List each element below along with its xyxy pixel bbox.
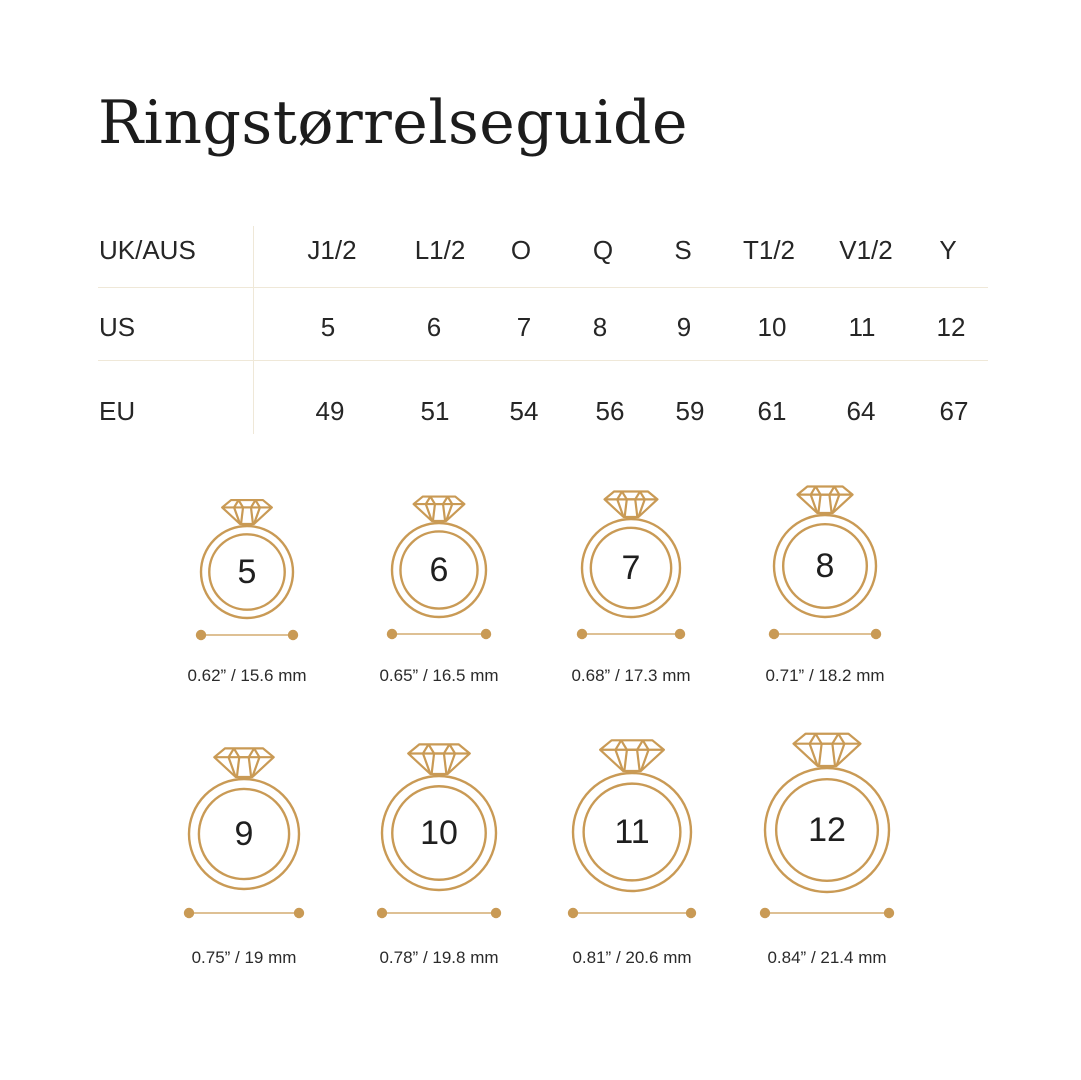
table-cell: S <box>674 235 692 265</box>
ring-size-label: 11 <box>614 813 650 851</box>
table-cell: V1/2 <box>839 235 893 265</box>
ring-diameter-caption: 0.84” / 21.4 mm <box>767 948 887 967</box>
ring-size-label: 10 <box>420 814 458 852</box>
ring-size-label: 12 <box>808 811 846 849</box>
gem-icon <box>797 486 852 513</box>
diameter-line <box>760 908 894 918</box>
gem-icon <box>214 748 273 777</box>
table-cell: 8 <box>592 312 608 342</box>
table-cell: 54 <box>509 396 539 426</box>
table-cell: 7 <box>516 312 532 342</box>
row-label-eu: EU <box>99 396 136 426</box>
table-divider-row-1 <box>98 287 988 288</box>
ring-size-label: 7 <box>621 549 641 587</box>
page-title: Ringstørrelseguide <box>98 88 688 158</box>
table-cell: 5 <box>320 312 336 342</box>
ring-diameter-caption: 0.65” / 16.5 mm <box>379 666 499 685</box>
table-cell: 51 <box>420 396 450 426</box>
diameter-line <box>377 908 501 918</box>
diameter-line <box>196 630 298 640</box>
diameter-line <box>184 908 304 918</box>
table-cell: 10 <box>757 312 787 342</box>
table-cell: Q <box>592 235 614 265</box>
table-cell: 67 <box>939 396 969 426</box>
ring-size-label: 6 <box>429 551 449 589</box>
table-divider-vertical <box>253 226 254 434</box>
ring-diameter-caption: 0.68” / 17.3 mm <box>571 666 691 685</box>
table-cell: 64 <box>846 396 876 426</box>
gem-icon <box>408 744 470 774</box>
ring-diameter-caption: 0.78” / 19.8 mm <box>379 948 499 967</box>
ring-diameter-caption: 0.81” / 20.6 mm <box>572 948 692 967</box>
diameter-line <box>568 908 696 918</box>
ring-diameter-caption: 0.71” / 18.2 mm <box>765 666 885 685</box>
table-cell: T1/2 <box>742 235 796 265</box>
diameter-line <box>769 629 881 639</box>
row-label-us: US <box>99 312 136 342</box>
table-cell: J1/2 <box>307 235 357 265</box>
diameter-line <box>577 629 685 639</box>
size-table <box>0 0 1081 440</box>
row-label-uk-aus: UK/AUS <box>99 235 196 265</box>
gem-icon <box>600 740 664 771</box>
table-divider-row-2 <box>98 360 988 361</box>
ring-size-label: 9 <box>234 815 254 853</box>
table-cell: 11 <box>848 312 876 342</box>
gem-icon <box>414 497 465 521</box>
ring-size-illustrations <box>0 460 1081 1020</box>
ring-size-label: 5 <box>237 553 257 591</box>
ring-size-label: 8 <box>815 547 835 585</box>
ring-diameter-caption: 0.75” / 19 mm <box>191 948 297 967</box>
gem-icon <box>605 492 658 517</box>
gem-icon <box>794 734 861 766</box>
table-cell: 12 <box>936 312 966 342</box>
table-cell: O <box>510 235 532 265</box>
table-cell: 56 <box>595 396 625 426</box>
table-cell: 9 <box>676 312 692 342</box>
diameter-line <box>387 629 491 639</box>
table-cell: 49 <box>315 396 345 426</box>
table-cell: 61 <box>757 396 787 426</box>
table-cell: Y <box>939 235 957 265</box>
ring-diameter-caption: 0.62” / 15.6 mm <box>187 666 307 685</box>
gem-icon <box>222 500 272 524</box>
table-cell: 6 <box>426 312 442 342</box>
table-cell: L1/2 <box>414 235 466 265</box>
ring-drawings <box>0 460 1081 1020</box>
table-cell: 59 <box>675 396 705 426</box>
